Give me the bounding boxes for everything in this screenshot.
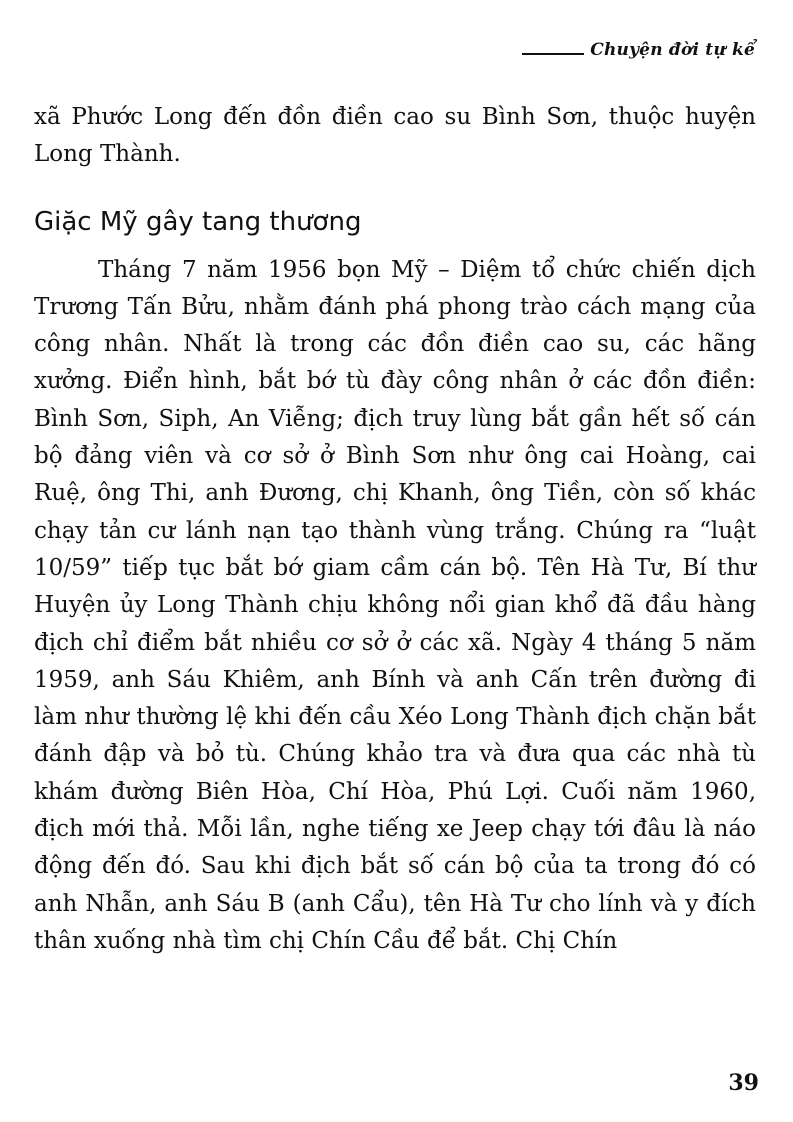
running-header (522, 40, 755, 60)
page-body (34, 99, 756, 960)
intro-paragraph: xã Phước Long đến đồn điền cao su Bình Sơn, thuộc huyện Long Thành. (34, 104, 756, 168)
header-rule (522, 53, 584, 55)
running-title: Chuyện đời tự kể (590, 40, 755, 60)
section-heading: Giặc Mỹ gây tang thương (34, 206, 362, 237)
page-number: 39 (728, 1070, 759, 1096)
main-paragraph: Tháng 7 năm 1956 bọn Mỹ – Diệm tổ chức chiến dịch Trương Tấn Bửu, nhằm đánh phá phong trào cách mạng của công nhân. Nhất là trong các đồn điền cao su, các hãng xưởng. Điển hình, bắt bớ tù đày công nhân ở các đồn điền: Bình Sơn, Siph, An Viễng; địch truy lùng bắt gần hết số cán bộ đảng viên và cơ sở ở Bình Sơn như ông cai Hoàng, cai Ruệ, ông Thi, anh Đương, chị Khanh, ông Tiền, còn số khác chạy tản cư lánh nạn tạo thành vùng trắng. Chúng ra “luật 10/59” tiếp tục bắt bớ giam cầm cán bộ. Tên Hà Tư, Bí thư Huyện ủy Long Thành chịu không nổi gian khổ đã đầu hàng địch chỉ điểm bắt nhiều cơ sở ở các xã. Ngày 4 tháng 5 năm 1959, anh Sáu Khiêm, anh Bính và anh Cấn trên đường đi làm như thường lệ khi đến cầu Xéo Long Thành địch chặn bắt đánh đập và bỏ tù. Chúng khảo tra và đưa qua các nhà tù khám đường Biên Hòa, Chí Hòa, Phú Lợi. Cuối năm 1960, địch mới thả. Mỗi lần, nghe tiếng xe Jeep chạy tới đâu là náo động đến đó. Sau khi địch bắt số cán bộ của ta trong đó có anh Nhẫn, anh Sáu B (anh Cẩu), tên Hà Tư cho lính và y đích thân xuống nhà tìm chị Chín Cầu để bắt. Chị Chín (34, 256, 756, 954)
